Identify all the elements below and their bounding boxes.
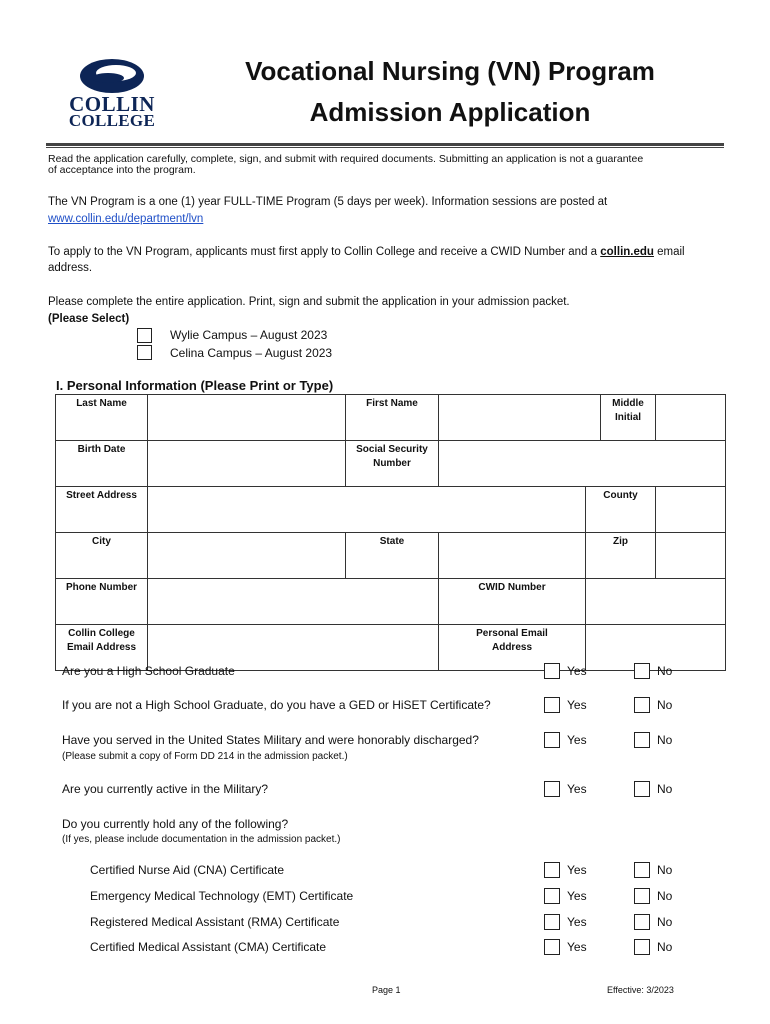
personal-info-table <box>55 394 726 671</box>
hs-graduate-no-label: No <box>657 664 673 678</box>
middle-initial-label-1: Middle <box>612 398 644 409</box>
cert-cna-no-checkbox[interactable] <box>634 862 650 878</box>
intro-line-3-tail: email <box>653 246 685 258</box>
title-rule <box>46 143 724 146</box>
cert-rma-label: Registered Medical Assistant (RMA) Certificate <box>90 915 340 929</box>
intro-link-line <box>48 211 203 227</box>
college-email-label-2: Email Address <box>66 642 137 653</box>
personal-info-heading: I. Personal Information (Please Print or Type) <box>56 378 334 393</box>
question-ged: If you are not a High School Graduate, do you have a GED or HiSET Certificate? <box>62 698 491 712</box>
ssn-label-2: Number <box>373 458 411 469</box>
street-address-label: Street Address <box>56 487 148 533</box>
college-email-label-1: Collin College <box>68 628 135 639</box>
logo-swoosh-icon <box>62 56 162 96</box>
military-active-yes-label: Yes <box>567 782 587 796</box>
hs-graduate-no-checkbox[interactable] <box>634 663 650 679</box>
phone-label: Phone Number <box>56 579 148 625</box>
cert-rma-yes-checkbox[interactable] <box>544 914 560 930</box>
hs-graduate-yes-label: Yes <box>567 664 587 678</box>
birth-date-field[interactable] <box>148 441 346 487</box>
personal-email-label <box>439 625 586 671</box>
military-served-no-label: No <box>657 733 673 747</box>
phone-field[interactable] <box>148 579 439 625</box>
cert-emt-label: Emergency Medical Technology (EMT) Certificate <box>90 889 354 903</box>
page-number: Page 1 <box>372 985 401 995</box>
military-active-yes-checkbox[interactable] <box>544 781 560 797</box>
ged-yes-checkbox[interactable] <box>544 697 560 713</box>
logo-text-college: COLLEGE <box>68 111 156 130</box>
cert-cna-yes-checkbox[interactable] <box>544 862 560 878</box>
county-label: County <box>586 487 656 533</box>
military-active-no-label: No <box>657 782 673 796</box>
intro-line-3b: address. <box>48 262 93 274</box>
cert-emt-no-checkbox[interactable] <box>634 888 650 904</box>
street-address-field[interactable] <box>148 487 586 533</box>
cert-rma-yes-label: Yes <box>567 915 587 929</box>
wylie-campus-label: Wylie Campus – August 2023 <box>170 328 328 342</box>
first-name-field[interactable] <box>439 395 601 441</box>
military-served-note: (Please submit a copy of Form DD 214 in the admission packet.) <box>62 751 348 762</box>
cert-cna-label: Certified Nurse Aid (CNA) Certificate <box>90 863 285 877</box>
county-field[interactable] <box>656 487 726 533</box>
intro-line-1b: of acceptance into the program. <box>48 164 196 176</box>
cert-rma-no-label: No <box>657 915 673 929</box>
cert-cma-no-label: No <box>657 940 673 954</box>
military-served-yes-label: Yes <box>567 733 587 747</box>
question-military-served: Have you served in the United States Military and were honorably discharged? <box>62 733 479 747</box>
question-certificates: Do you currently hold any of the following? <box>62 817 289 831</box>
department-link[interactable]: www.collin.edu/department/lvn <box>48 213 204 225</box>
intro-line-3 <box>48 244 685 260</box>
cert-emt-no-label: No <box>657 889 673 903</box>
collin-college-logo <box>62 56 162 130</box>
logo-text-collin: COLLIN <box>69 92 155 116</box>
page-title: Vocational Nursing (VN) Program <box>245 56 655 86</box>
cert-emt-yes-checkbox[interactable] <box>544 888 560 904</box>
state-label: State <box>346 533 439 579</box>
celina-campus-label: Celina Campus – August 2023 <box>170 346 333 360</box>
intro-line-4: Please complete the entire application. Print, sign and submit the application in your admission packet. <box>48 296 570 308</box>
cwid-field[interactable] <box>586 579 726 625</box>
zip-label: Zip <box>586 533 656 579</box>
effective-date: Effective: 3/2023 <box>607 985 674 995</box>
ged-yes-label: Yes <box>567 698 587 712</box>
military-served-no-checkbox[interactable] <box>634 732 650 748</box>
cert-cma-yes-label: Yes <box>567 940 587 954</box>
military-active-no-checkbox[interactable] <box>634 781 650 797</box>
cert-cma-label: Certified Medical Assistant (CMA) Certificate <box>90 940 327 954</box>
intro-line-3-text: To apply to the VN Program, applicants must first apply to Collin College and receive a CWID Number and a <box>48 246 601 258</box>
intro-line-1: Read the application carefully, complete, sign, and submit with required documents. Submitting an application is not a guarantee <box>48 153 644 165</box>
cert-cma-no-checkbox[interactable] <box>634 939 650 955</box>
cwid-label: CWID Number <box>439 579 586 625</box>
question-hs-graduate: Are you a High School Graduate <box>62 664 235 678</box>
question-military-active: Are you currently active in the Military? <box>62 782 269 796</box>
personal-email-label-1: Personal Email <box>476 628 548 639</box>
collin-edu-text: collin.edu <box>600 246 654 258</box>
hs-graduate-yes-checkbox[interactable] <box>544 663 560 679</box>
last-name-field[interactable] <box>148 395 346 441</box>
please-select-label: (Please Select) <box>48 313 130 325</box>
zip-field[interactable] <box>656 533 726 579</box>
city-label: City <box>56 533 148 579</box>
ssn-label-1: Social Security <box>356 444 428 455</box>
state-field[interactable] <box>439 533 586 579</box>
cert-cma-yes-checkbox[interactable] <box>544 939 560 955</box>
middle-initial-label-2: Initial <box>614 412 642 423</box>
wylie-campus-checkbox[interactable] <box>137 328 152 343</box>
military-served-yes-checkbox[interactable] <box>544 732 560 748</box>
ged-no-label: No <box>657 698 673 712</box>
certificates-note: (If yes, please include documentation in the admission packet.) <box>62 834 341 845</box>
cert-cna-no-label: No <box>657 863 673 877</box>
middle-initial-label <box>601 395 656 441</box>
cert-emt-yes-label: Yes <box>567 889 587 903</box>
cert-rma-no-checkbox[interactable] <box>634 914 650 930</box>
city-field[interactable] <box>148 533 346 579</box>
last-name-label: Last Name <box>56 395 148 441</box>
intro-line-2: The VN Program is a one (1) year FULL-TIME Program (5 days per week). Information sessions are posted at <box>48 196 608 208</box>
page-subtitle: Admission Application <box>309 97 591 127</box>
personal-email-field[interactable] <box>586 625 726 671</box>
cert-cna-yes-label: Yes <box>567 863 587 877</box>
ssn-label <box>346 441 439 487</box>
birth-date-label: Birth Date <box>56 441 148 487</box>
first-name-label: First Name <box>346 395 439 441</box>
middle-initial-field[interactable] <box>656 395 726 441</box>
ged-no-checkbox[interactable] <box>634 697 650 713</box>
celina-campus-checkbox[interactable] <box>137 345 152 360</box>
ssn-field[interactable] <box>439 441 726 487</box>
personal-email-label-2: Address <box>491 642 532 653</box>
title-rule-thin <box>46 147 724 148</box>
